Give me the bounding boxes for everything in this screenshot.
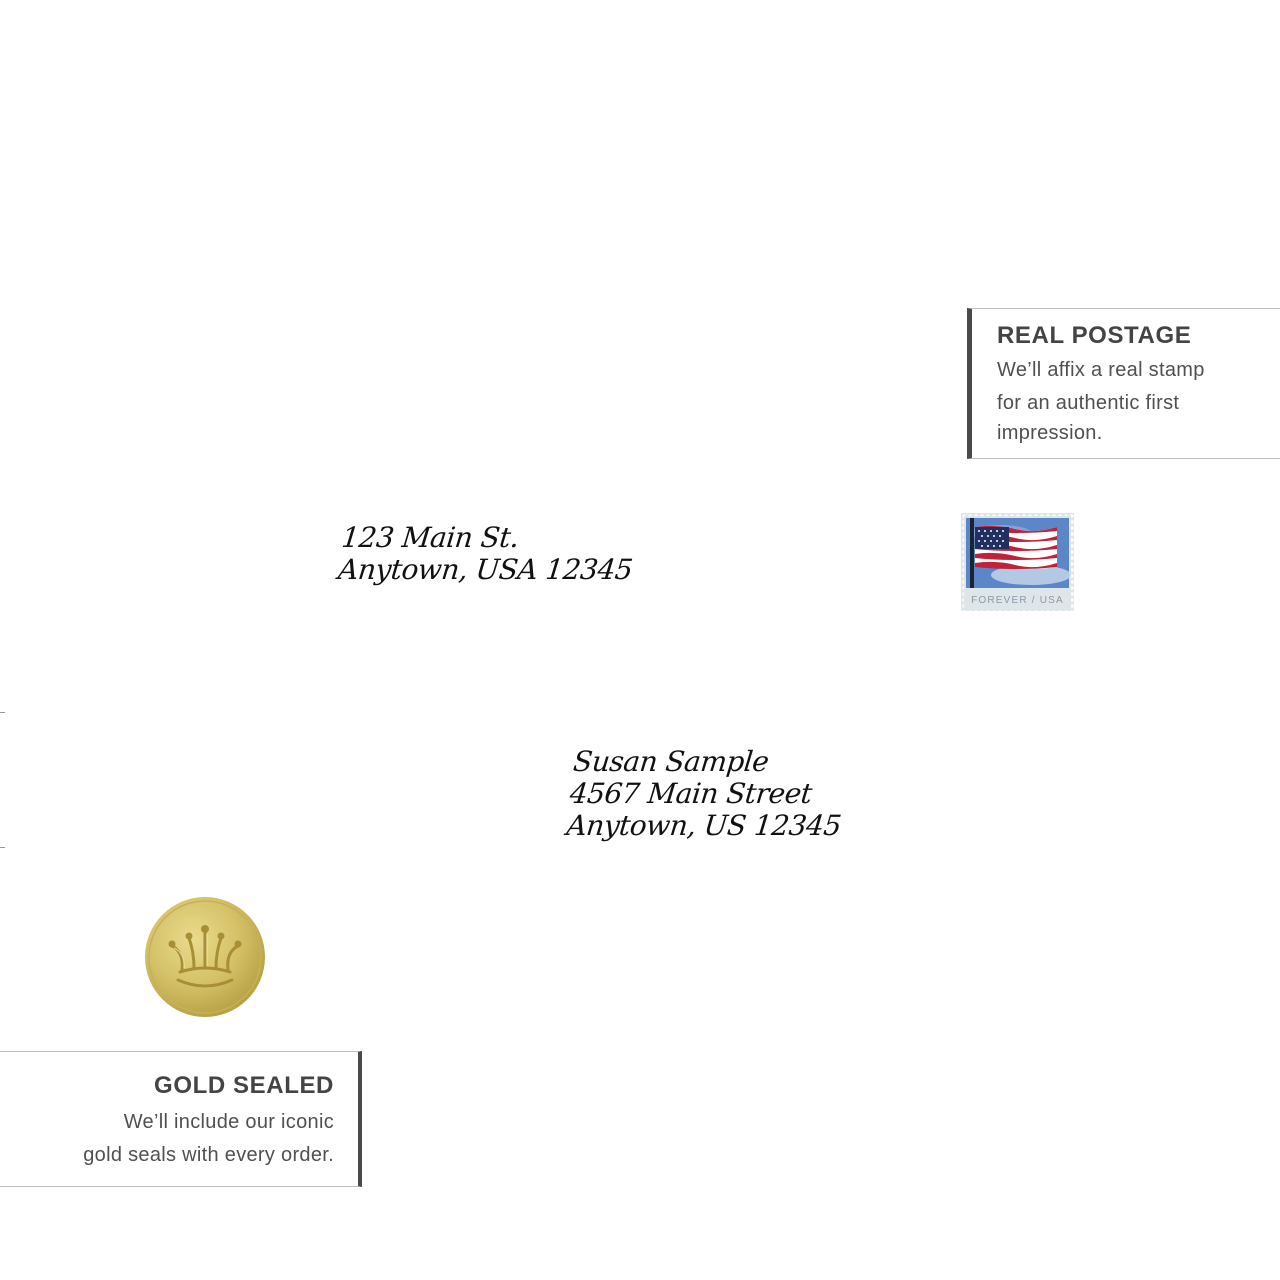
real-postage-title: REAL POSTAGE [997,322,1192,349]
return-address-line: 123 Main St. [340,521,521,554]
gold-crown-seal-icon [144,896,266,1018]
return-address-line: Anytown, USA 12345 [336,553,635,586]
us-flag-stamp-icon [961,513,1074,611]
real-postage-text-line: for an authentic first [997,392,1180,414]
recipient-address-line: Susan Sample [571,745,771,778]
edge-tick [0,847,5,848]
stamp-label: FOREVER / USA [971,595,1064,606]
real-postage-callout [967,308,1280,459]
gold-sealed-title: GOLD SEALED [154,1072,334,1099]
gold-sealed-text-line: gold seals with every order. [83,1144,334,1166]
real-postage-text-line: We’ll affix a real stamp [997,359,1205,381]
recipient-address [565,746,849,842]
gold-sealed-text-line: We’ll include our iconic [123,1111,334,1133]
edge-tick [0,712,5,713]
gold-sealed-callout [0,1051,362,1187]
real-postage-text-line: impression. [997,422,1103,444]
recipient-address-line: Anytown, US 12345 [564,809,843,842]
recipient-address-line: 4567 Main Street [568,777,814,810]
return-address [337,522,638,586]
